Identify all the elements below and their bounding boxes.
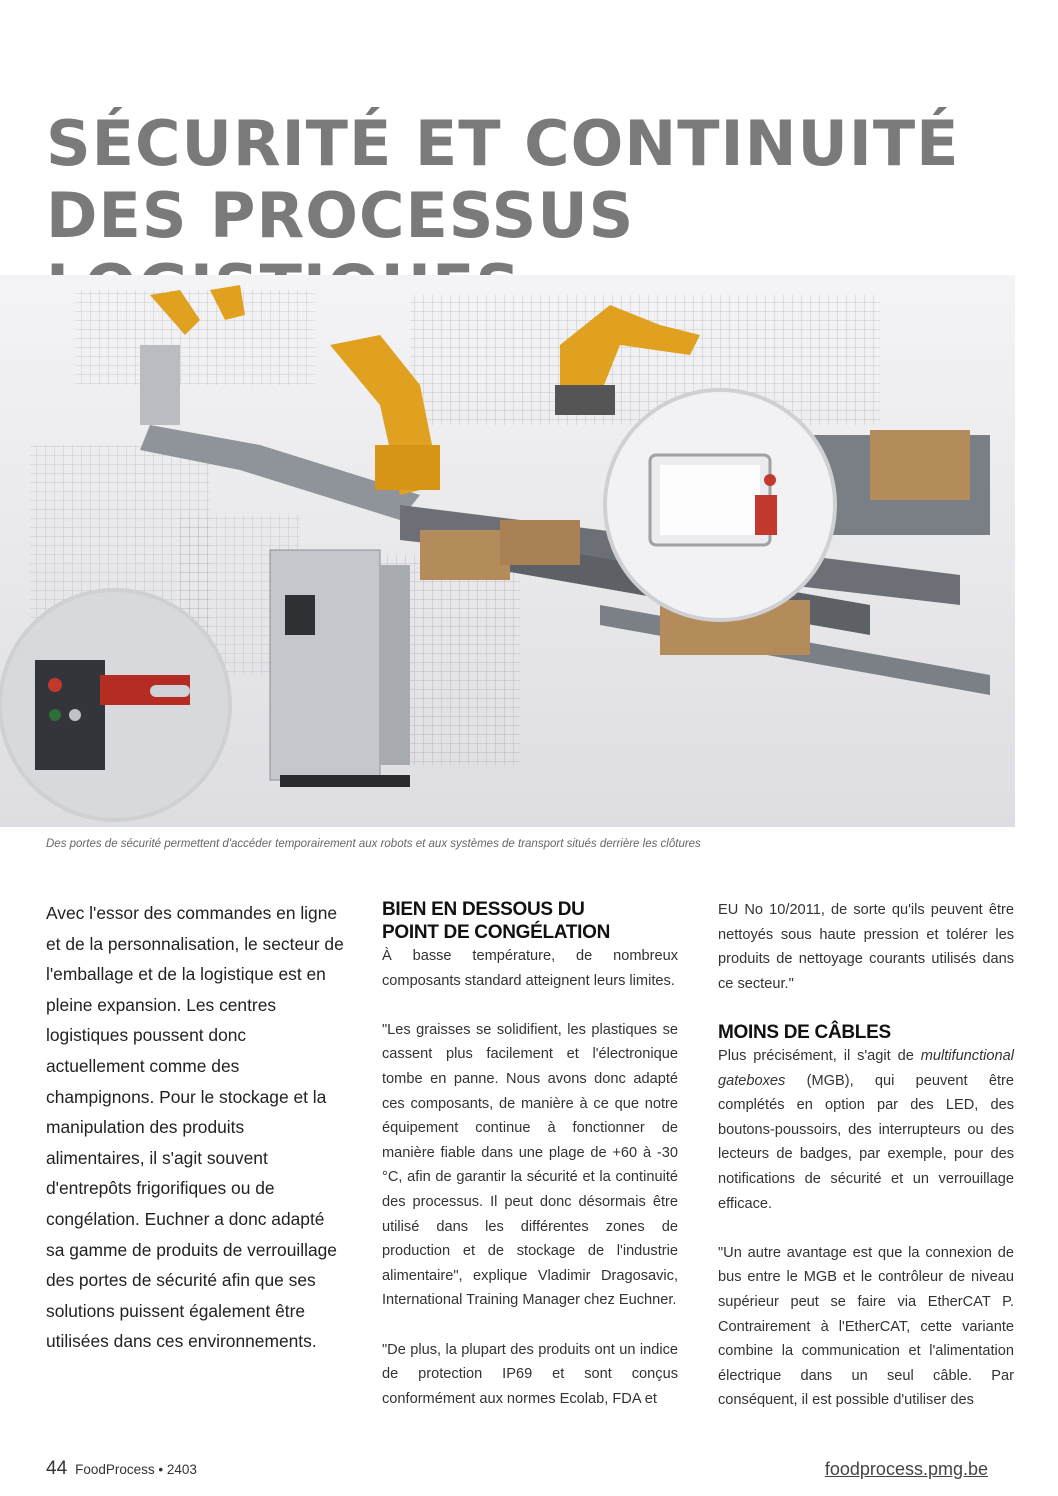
section-heading-cables: MOINS DE CÂBLES [718, 1021, 891, 1043]
paragraph: "Un autre avantage est que la connexion de bus entre le MGB et le contrôleur de niveau supérieur peut se faire via EtherCAT P. Contrairement à l'EtherCAT, cette variante combine la communication et l'alimentation électrique dans un seul câble. Par conséquent, il est possible d'utiliser des [718, 1244, 1014, 1409]
section-heading-frost [382, 898, 678, 944]
magazine-issue: FoodProcess • 2403 [75, 1462, 197, 1477]
section-heading-line-2: POINT DE CONGÉLATION [382, 922, 610, 943]
title-line-1: SÉCURITÉ ET CONTINUITÉ [46, 107, 960, 180]
paragraph: "Les graisses se solidifient, les plastiques se cassent plus facilement et l'électronique tombe en panne. Nous avons donc adapté ces composants, de manière à ce que notre équipement continue à fonctionner de manière fiable dans une plage de +60 à -30 °C, afin de garantir la sécurité et la continuité des processus. Il peut donc désormais être utilisé dans les différentes zones de production et de stockage de l'industrie alimentaire", explique Vladimir Dragosavic, International Training Manager chez Euchner. [382, 1021, 678, 1309]
footer-url-link[interactable]: foodprocess.pmg.be [824, 1459, 988, 1479]
page-number: 44 [46, 1458, 68, 1479]
text-run: (MGB), qui peuvent être complétés en option par des LED, des boutons-poussoirs, des interrupteurs ou des lecteurs de badges, par exemple, pour des notifications de sécurité et un verrouillage efficace. [718, 1072, 1014, 1212]
section-heading-line-1: BIEN EN DESSOUS DU [382, 899, 585, 920]
emphasis-term: multifunctional gateboxes [718, 1047, 1014, 1089]
paragraph: "De plus, la plupart des produits ont un indice de protection IP69 et sont conçus conformément aux normes Ecolab, FDA et [382, 1341, 678, 1407]
column-3-body [718, 898, 1014, 996]
column-2 [382, 898, 678, 1411]
footer-left [46, 1458, 197, 1480]
text-run: Plus précisément, il s'agit de [718, 1047, 921, 1064]
paragraph: À basse température, de nombreux composants standard atteignent leurs limites. [382, 948, 678, 989]
article-photo [0, 275, 1015, 827]
title-line-2: DES PROCESSUS [46, 179, 635, 252]
intro-column [46, 898, 346, 1357]
intro-paragraph: Avec l'essor des commandes en ligne et de la personnalisation, le secteur de l'emballage et de la logistique est en pleine expansion. Les centres logistiques poussent donc actuellement comme des champignons. Pour le stockage et la manipulation des produits alimentaires, il s'agit souvent d'entrepôts frigorifiques ou de congélation. Euchner a donc adapté sa gamme de produits de verrouillage des portes de sécurité afin que ses solutions puissent également être utilisées dans ces environnements. [46, 903, 344, 1352]
paragraph [718, 1044, 1014, 1216]
photo-caption: Des portes de sécurité permettent d'accéder temporairement aux robots et aux systèmes de transport situés derrière les clôtures [46, 838, 701, 850]
column-3 [718, 898, 1014, 1413]
column-2-body [382, 944, 678, 1411]
column-3-body-2 [718, 1044, 1014, 1413]
paragraph: EU No 10/2011, de sorte qu'ils peuvent être nettoyés sous haute pression et tolérer les produits de nettoyage courants utilisés dans ce secteur." [718, 902, 1014, 992]
